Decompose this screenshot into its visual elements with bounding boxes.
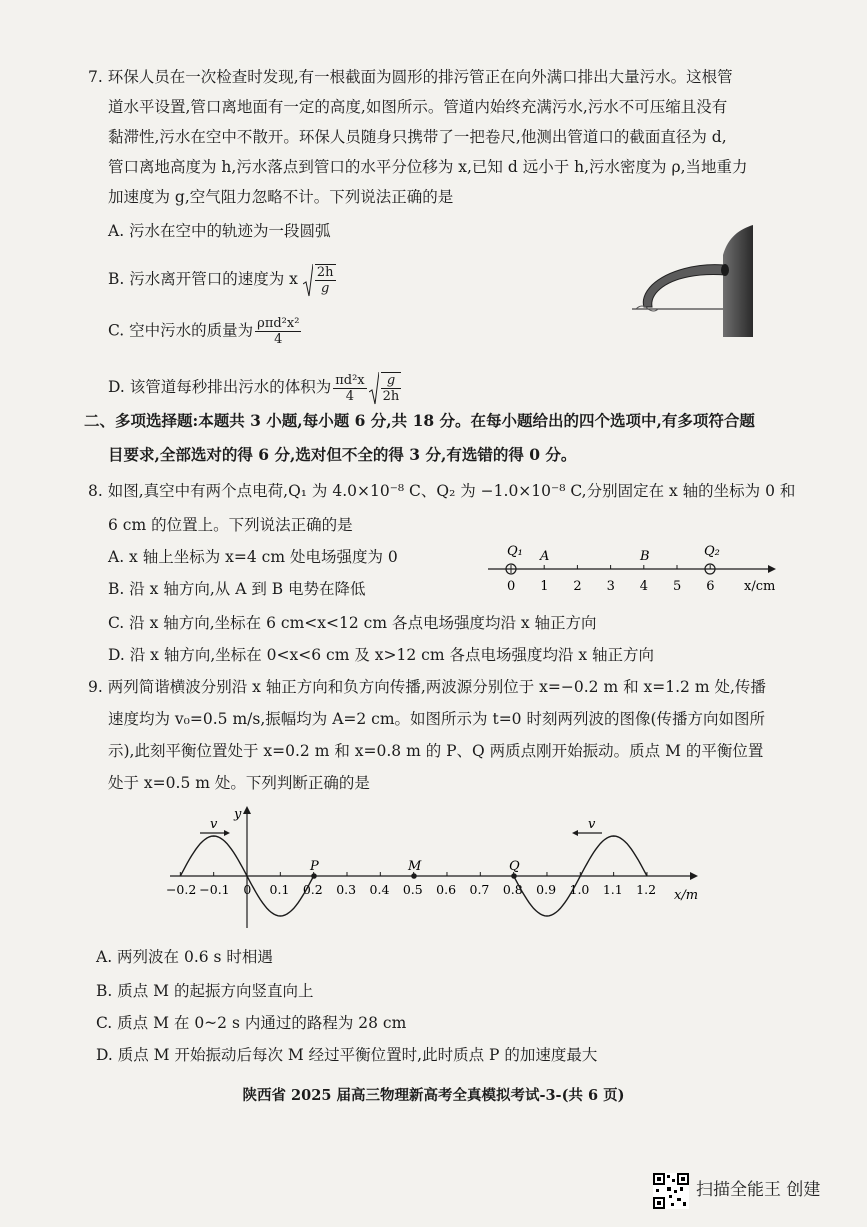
q9-tick-label: 0.6: [436, 882, 457, 897]
point-m-label: M: [408, 859, 422, 874]
q8-tick-label: 4: [639, 579, 649, 594]
q9-option-d: D. 质点 M 开始振动后每次 M 经过平衡位置时,此时质点 P 的加速度最大: [96, 1046, 598, 1064]
wave-y-arrow: [243, 806, 251, 814]
water-stream: [643, 265, 726, 307]
wave-y-label: y: [234, 807, 242, 822]
wave-x-arrow: [690, 872, 698, 880]
q1-label: Q₁: [507, 544, 523, 559]
q7-option-d-den: 4: [345, 388, 355, 404]
point-m-dot: [411, 873, 417, 879]
point-p-label: P: [310, 859, 319, 874]
q9-tick-label: 0.4: [369, 882, 390, 897]
q9-tick-label: −0.1: [199, 882, 230, 897]
q9-tick-label: 1.1: [602, 882, 623, 897]
q9-tick-label: 1.0: [569, 882, 590, 897]
point-q-dot: [511, 873, 517, 879]
q7-stem-line-2: 道水平设置,管口离地面有一定的高度,如图所示。管道内始终充满污水,污水不可压缩且没有: [108, 98, 728, 116]
q7-stem-line-3: 黏滞性,污水在空中不散开。环保人员随身只携带了一把卷尺,他测出管道口的截面直径为 d,: [108, 128, 727, 146]
q8-stem-line-1: 8. 如图,真空中有两个点电荷,Q₁ 为 4.0×10⁻⁸ C、Q₂ 为 −1.0×10⁻⁸ C,分别固定在 x 轴的坐标为 0 和: [88, 482, 796, 500]
q7-option-c: [108, 316, 303, 347]
q7-option-d-rnum: g: [381, 373, 402, 389]
q9-tick-label: 0.1: [269, 882, 290, 897]
page-footer: 陕西省 2025 届高三物理新高考全真模拟考试-3-(共 6 页): [242, 1087, 625, 1104]
q9-wave-graph: [160, 800, 720, 940]
left-velocity-arrowhead: [224, 830, 230, 836]
point-q-label: Q: [509, 859, 520, 874]
q9-option-c: C. 质点 M 在 0~2 s 内通过的路程为 28 cm: [96, 1014, 407, 1032]
q7-option-c-den: 4: [274, 332, 283, 347]
q8-axis-figure: [480, 540, 780, 596]
q7-option-d-rden: 2h: [382, 389, 400, 404]
q7-option-c-text: C. 空中污水的质量为: [108, 321, 254, 340]
wall-shape: [723, 225, 753, 337]
sqrt-expression: [303, 262, 338, 298]
wave-x-label: x/m: [674, 888, 699, 903]
q7-option-b-text: B. 污水离开管口的速度为 x: [108, 270, 298, 288]
q9-tick-label: 0.7: [469, 882, 490, 897]
q7-stem-line-5: 加速度为 g,空气阻力忽略不计。下列说法正确的是: [108, 188, 454, 206]
section2-heading-line-2: 目要求,全部选对的得 6 分,选对但不全的得 3 分,有选错的得 0 分。: [108, 445, 577, 464]
q8-option-b: B. 沿 x 轴方向,从 A 到 B 电势在降低: [108, 580, 366, 598]
x-unit-label: x/cm: [744, 579, 776, 594]
q7-stem-line-1: 7. 环保人员在一次检查时发现,有一根截面为圆形的排污管正在向外满口排出大量污水。这根管: [88, 68, 733, 86]
q8-tick-label: 2: [573, 579, 582, 594]
q7-option-d-text: D. 该管道每秒排出污水的体积为: [108, 378, 332, 396]
q9-stem-line-3: 示),此刻平衡位置处于 x=0.2 m 和 x=0.8 m 的 P、Q 两质点刚开始振动。质点 M 的平衡位置: [108, 742, 764, 760]
q9-option-b: B. 质点 M 的起振方向竖直向上: [96, 982, 314, 1000]
pipe-illustration: [628, 225, 753, 337]
q8-option-d: D. 沿 x 轴方向,坐标在 0<x<6 cm 及 x>12 cm 各点电场强度均沿 x 轴正方向: [108, 646, 655, 664]
q8-stem-line-2: 6 cm 的位置上。下列说法正确的是: [108, 516, 353, 534]
section2-heading-line-1: 二、多项选择题:本题共 3 小题,每小题 6 分,共 18 分。在每小题给出的四个选项中,有多项符合题: [84, 411, 755, 430]
right-velocity-label: v: [588, 817, 596, 832]
watermark-text: 扫描全能王 创建: [696, 1180, 821, 1200]
q8-tick-label: 0: [507, 579, 516, 594]
q9-stem-line-2: 速度均为 v₀=0.5 m/s,振幅均为 A=2 cm。如图所示为 t=0 时刻两列波的图像(传播方向如图所: [108, 710, 766, 728]
q7-option-c-num: ρπd²x²: [257, 316, 300, 331]
point-p-dot: [311, 873, 317, 879]
q9-tick-label: 0.8: [502, 882, 523, 897]
q8-tick-label: 6: [706, 579, 715, 594]
q9-tick-label: 0.2: [302, 882, 323, 897]
left-velocity-label: v: [210, 817, 218, 832]
q8-option-c: C. 沿 x 轴方向,坐标在 6 cm<x<12 cm 各点电场强度均沿 x 轴正方向: [108, 614, 597, 632]
q8-tick-label: 5: [673, 579, 682, 594]
q9-stem-line-4: 处于 x=0.5 m 处。下列判断正确的是: [108, 774, 370, 792]
q7-option-b: [108, 262, 338, 298]
q8-option-a: A. x 轴上坐标为 x=4 cm 处电场强度为 0: [108, 548, 398, 566]
q9-tick-label: 0.3: [336, 882, 357, 897]
q9-stem-line-1: 9. 两列简谐横波分别沿 x 轴正方向和负方向传播,两波源分别位于 x=−0.2 m 和 x=1.2 m 处,传播: [88, 678, 766, 696]
q9-tick-label: 0: [243, 882, 252, 897]
q7-stem-line-4: 管口离地高度为 h,污水落点到管口的水平分位移为 x,已知 d 远小于 h,污水密度为 ρ,当地重力: [108, 158, 748, 176]
point-a-label: A: [540, 549, 550, 564]
q7-option-a: A. 污水在空中的轨迹为一段圆弧: [108, 222, 331, 240]
q9-tick-label: −0.2: [165, 882, 197, 897]
q8-tick-label: 1: [540, 579, 549, 594]
axis-arrow: [768, 565, 776, 573]
right-velocity-arrowhead: [572, 830, 578, 836]
q9-tick-label: 0.5: [402, 882, 423, 897]
q7-option-b-den: g: [321, 281, 330, 296]
q9-tick-label: 1.2: [636, 882, 657, 897]
q7-option-b-num: 2h: [316, 265, 334, 280]
q2-label: Q₂: [704, 544, 720, 559]
q7-option-d: [108, 370, 403, 406]
q9-option-a: A. 两列波在 0.6 s 时相遇: [96, 948, 273, 966]
pipe-outlet: [721, 264, 729, 276]
qr-code-icon: [653, 1173, 689, 1209]
point-b-label: B: [640, 549, 650, 564]
q7-option-d-num: πd²x: [335, 372, 365, 388]
q9-tick-label: 0.9: [536, 882, 557, 897]
q8-tick-label: 3: [606, 579, 615, 594]
